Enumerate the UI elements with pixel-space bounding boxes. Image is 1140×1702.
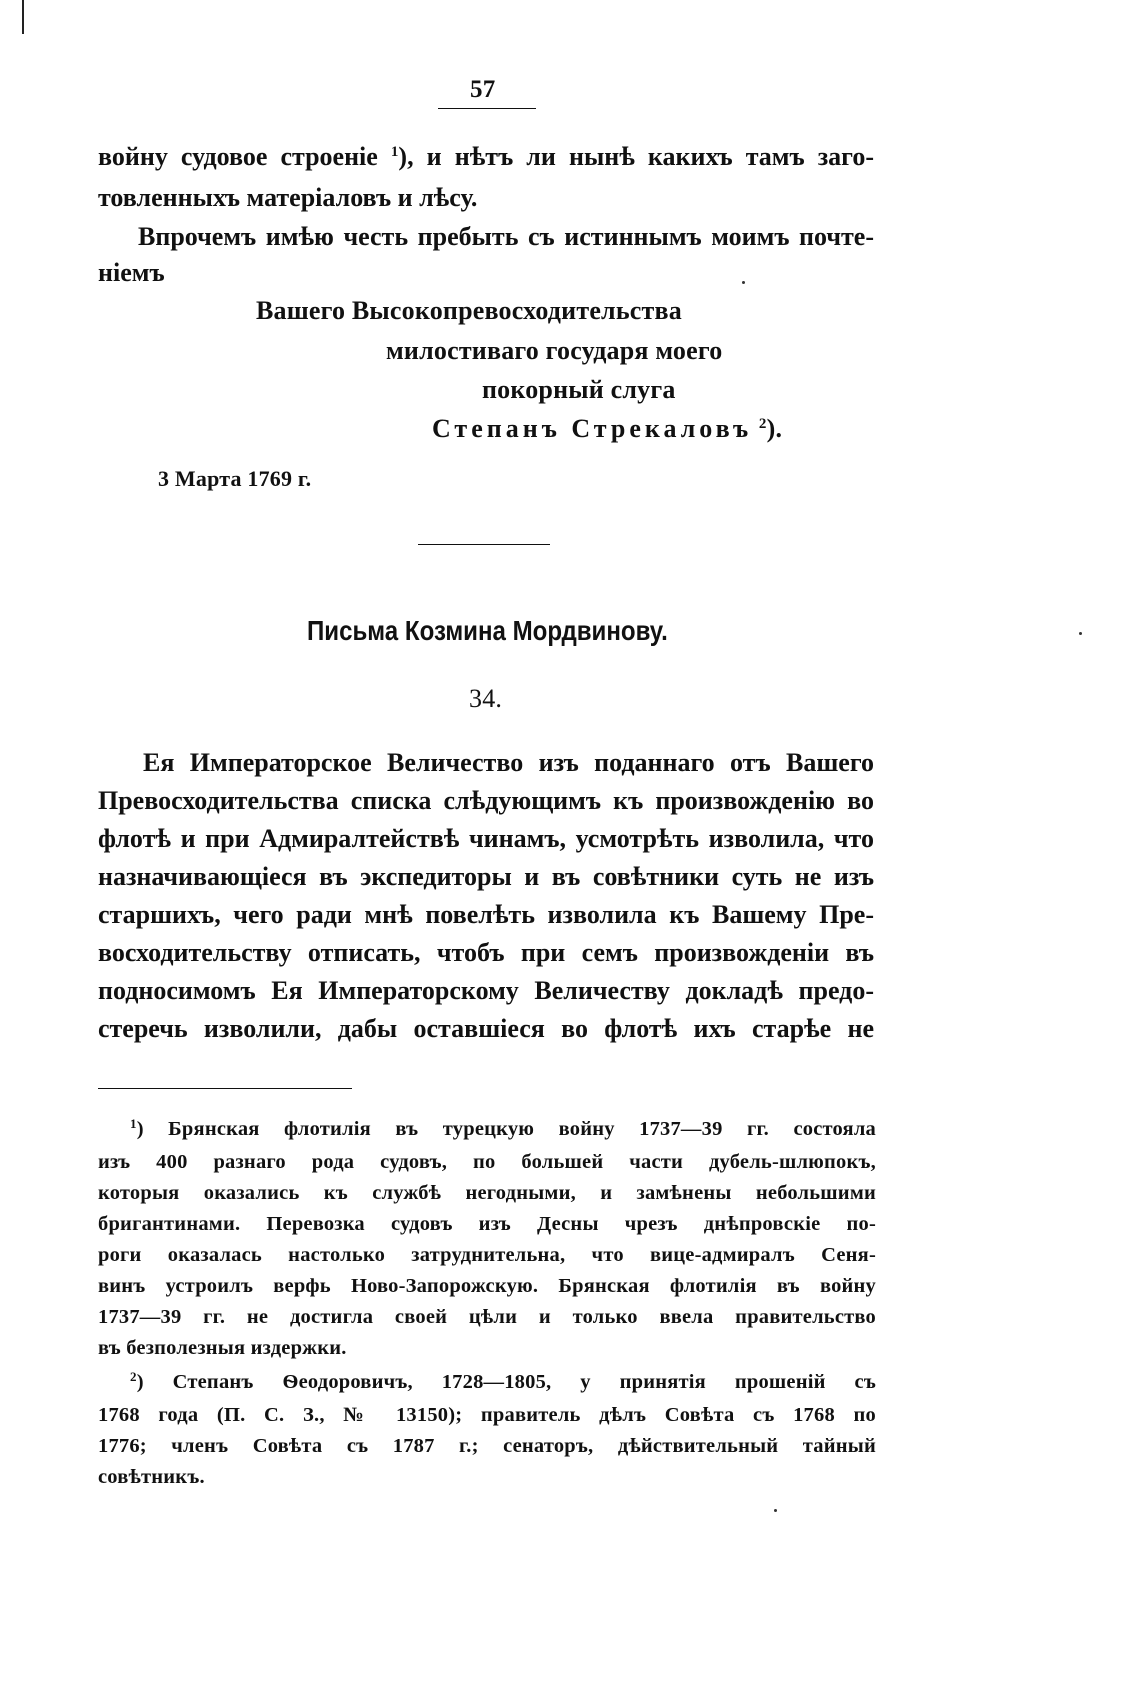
footnote-line: 1776; членъ Совѣта съ 1787 г.; сенаторъ, дѣйствительный тайный xyxy=(98,1435,876,1457)
scan-speck xyxy=(742,281,745,284)
closing-line: Вашего Высокопревосходительства xyxy=(256,296,682,325)
footnote-marker: 2 xyxy=(130,1371,137,1384)
letter-line: Ея Императорское Величество изъ поданнаго отъ Вашего xyxy=(143,748,874,777)
closing-line: милостиваго государя моего xyxy=(386,336,723,365)
letter-number: 34. xyxy=(469,684,503,713)
footnote-ref: 1 xyxy=(390,144,399,160)
footnote-marker: 1 xyxy=(130,1118,137,1131)
footnote-text: ) Степанъ Ѳеодоровичъ, 1728—1805, у принятія прошеній съ xyxy=(136,1371,876,1393)
footnote-line: изъ 400 разнаго рода судовъ, по большей части дубель-шлюпокъ, xyxy=(98,1151,876,1173)
footnote-line: которыя оказались къ службѣ негодными, и замѣнены небольшими xyxy=(98,1182,876,1204)
signature-name: Степанъ Стрекаловъ xyxy=(432,414,753,443)
letter-line: восходительству отписать, чтобъ при семъ произвожденіи въ xyxy=(98,938,874,967)
section-title: Письма Козмина Мордвинову. xyxy=(307,615,668,646)
footnote-line: совѣтникъ. xyxy=(98,1466,205,1488)
footnote-line xyxy=(130,1371,876,1394)
text-line: ніемъ xyxy=(98,258,165,287)
letter-line: флотѣ и при Адмиралтействѣ чинамъ, усмотрѣть изволила, что xyxy=(98,824,874,853)
page-edge-mark xyxy=(22,0,24,34)
letter-line: подносимомъ Ея Императорскому Величеству докладѣ предо- xyxy=(98,976,874,1005)
footnote-line: 1768 года (П. С. З., № 13150); правитель дѣлъ Совѣта съ 1768 по xyxy=(98,1404,876,1426)
footnote-line: 1737—39 гг. не достигла своей цѣли и только ввела правительство xyxy=(98,1306,876,1328)
letter-date: 3 Марта 1769 г. xyxy=(158,466,312,491)
letter-line: стеречь изволили, дабы оставшіеся во флотѣ ихъ старѣе не xyxy=(98,1014,874,1043)
line-text: ), и нѣтъ ли нынѣ какихъ тамъ заго- xyxy=(398,142,874,171)
scan-speck xyxy=(1079,632,1082,635)
line-text: войну судовое строеніе xyxy=(98,142,378,171)
page-number-rule xyxy=(438,108,536,109)
letter-line: старшихъ, чего ради мнѣ повелѣть изволила къ Вашему Пре- xyxy=(98,900,874,929)
footnote-separator xyxy=(98,1088,352,1089)
letter-line: назначивающіеся въ экспедиторы и въ совѣтники суть не изъ xyxy=(98,862,874,891)
footnote-ref: 2 xyxy=(758,416,767,432)
signature-tail: ). xyxy=(766,414,783,443)
scan-speck xyxy=(774,1509,777,1512)
section-divider xyxy=(418,544,550,545)
footnote-line xyxy=(130,1118,876,1141)
letter-line: Превосходительства списка слѣдующимъ къ произвожденію во xyxy=(98,786,874,815)
footnote-line: роги оказалась настолько затруднительна, что вице-адмиралъ Сеня- xyxy=(98,1244,876,1266)
text-line xyxy=(98,142,874,172)
text-line: товленныхъ матеріаловъ и лѣсу. xyxy=(98,183,478,212)
text-line: Впрочемъ имѣю честь пребыть съ истиннымъ моимъ почте- xyxy=(138,222,874,251)
footnote-line: въ безполезныя издержки. xyxy=(98,1337,347,1359)
footnote-text: ) Брянская флотилія въ турецкую войну 1737—39 гг. состояла xyxy=(136,1118,876,1140)
footnote-line: бригантинами. Перевозка судовъ изъ Десны чрезъ днѣпровскіе по- xyxy=(98,1213,876,1235)
footnote-line: винъ устроилъ верфь Ново-Запорожскую. Брянская флотилія въ войну xyxy=(98,1275,876,1297)
signature xyxy=(432,414,782,444)
page-number: 57 xyxy=(470,76,496,103)
closing-line: покорный слуга xyxy=(482,375,676,404)
